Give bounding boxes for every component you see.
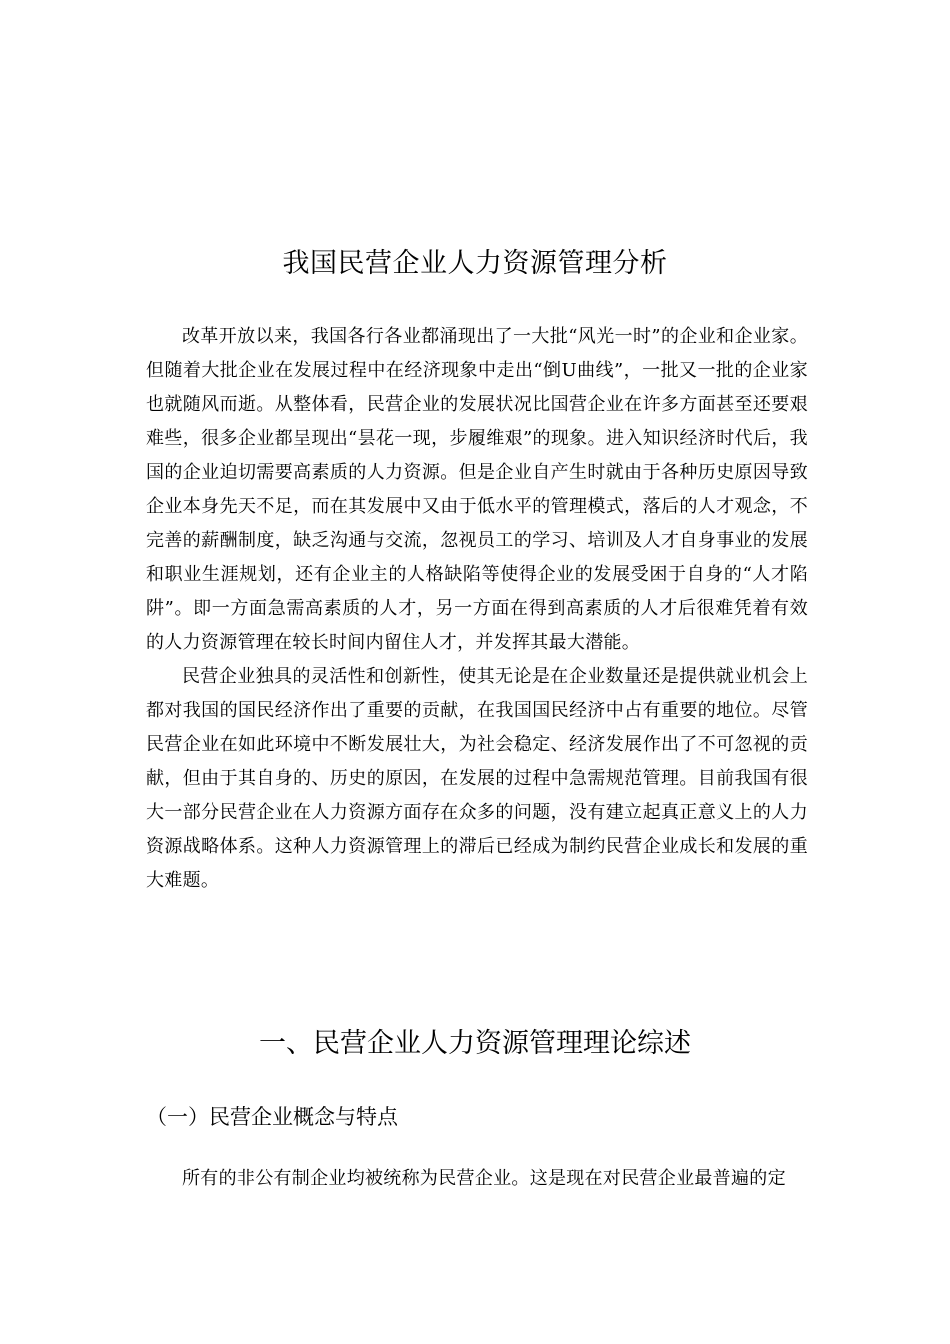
intro-paragraph-1: 改革开放以来，我国各行各业都涌现出了一大批“风光一时”的企业和企业家。但随着大批企业在发展过程中在经济现象中走出“倒U曲线”，一批又一批的企业家也就随风而逝。从整体看，民营企业的发展状况比国营企业在许多方面甚至还要艰难些，很多企业都呈现出“昙花一现，步履维艰”的现象。进入知识经济时代后，我国的企业迫切需要高素质的人力资源。但是企业自产生时就由于各种历史原因导致企业本身先天不足，而在其发展中又由于低水平的管理模式，落后的人才观念，不完善的薪酬制度，缺乏沟通与交流，忽视员工的学习、培训及人才自身事业的发展和职业生涯规划，还有企业主的人格缺陷等使得企业的发展受困于自身的“人才陷阱”。即一方面急需高素质的人才，另一方面在得到高素质的人才后很难凭着有效的人力资源管理在较长时间内留住人才，并发挥其最大潜能。 bbox=[146, 326, 808, 653]
subsection-paragraph: 所有的非公有制企业均被统称为民营企业。这是现在对民营企业最普遍的定 bbox=[182, 1168, 786, 1189]
section-heading: 一、民营企业人力资源管理理论综述 bbox=[259, 1028, 691, 1059]
subsection-heading: （一）民营企业概念与特点 bbox=[146, 1105, 398, 1129]
subsection-body bbox=[146, 1162, 808, 1196]
intro-section bbox=[146, 320, 808, 898]
intro-paragraph-2: 民营企业独具的灵活性和创新性，使其无论是在企业数量还是提供就业机会上都对我国的国民经济作出了重要的贡献，在我国国民经济中占有重要的地位。尽管民营企业在如此环境中不断发展壮大，为社会稳定、经济发展作出了不可忽视的贡献，但由于其自身的、历史的原因，在发展的过程中急需规范管理。目前我国有很大一部分民营企业在人力资源方面存在众多的问题，没有建立起真正意义上的人力资源战略体系。这种人力资源管理上的滞后已经成为制约民营企业成长和发展的重大难题。 bbox=[146, 666, 808, 891]
document-title: 我国民营企业人力资源管理分析 bbox=[282, 248, 668, 279]
